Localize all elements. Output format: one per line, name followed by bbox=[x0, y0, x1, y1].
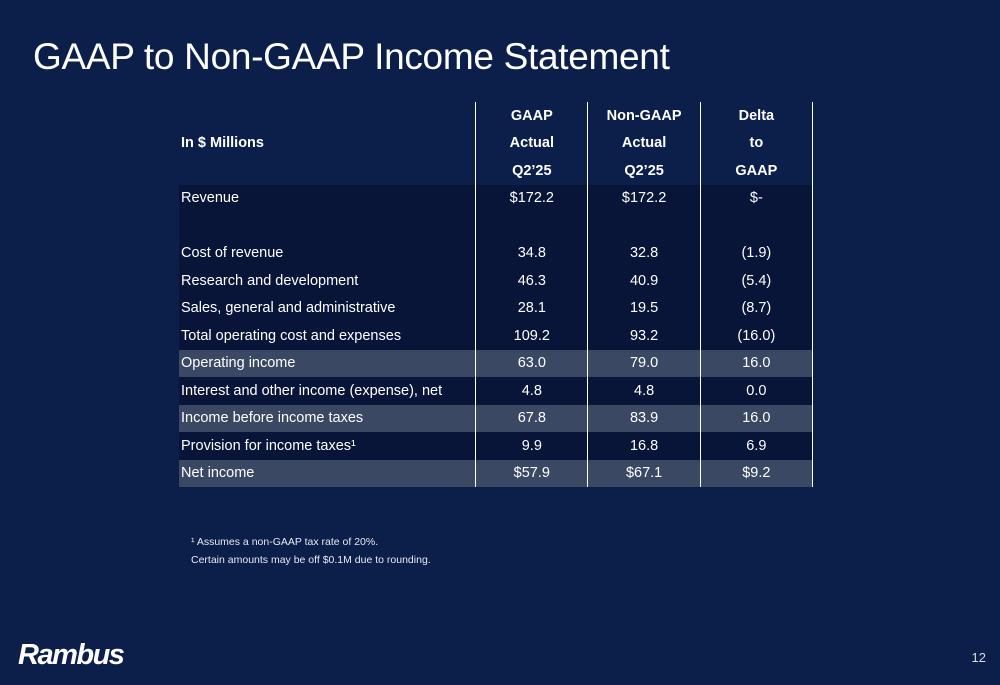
delta-header-line2: to bbox=[700, 130, 812, 158]
gaap-value: 9.9 bbox=[476, 432, 588, 460]
row-label: Total operating cost and expenses bbox=[179, 322, 476, 350]
table-row-research-and-development bbox=[179, 267, 813, 295]
non-gaap-value bbox=[588, 212, 700, 240]
non-gaap-header-line2: Actual bbox=[588, 130, 700, 158]
row-label: Revenue bbox=[179, 185, 476, 213]
non-gaap-value: 40.9 bbox=[588, 267, 700, 295]
table-row-total-operating-cost bbox=[179, 322, 813, 350]
header-row-2 bbox=[179, 130, 813, 158]
gaap-value: $172.2 bbox=[476, 185, 588, 213]
gaap-value: 34.8 bbox=[476, 240, 588, 268]
table-row-net-income bbox=[179, 460, 813, 488]
delta-value: (16.0) bbox=[700, 322, 812, 350]
table-row-cost-of-revenue bbox=[179, 240, 813, 268]
non-gaap-value: 79.0 bbox=[588, 350, 700, 378]
gaap-value: 4.8 bbox=[476, 377, 588, 405]
table-row-spacer bbox=[179, 212, 813, 240]
delta-value: $- bbox=[700, 185, 812, 213]
row-label: Research and development bbox=[179, 267, 476, 295]
page-title: GAAP to Non-GAAP Income Statement bbox=[33, 36, 670, 77]
row-label: Provision for income taxes¹ bbox=[179, 432, 476, 460]
non-gaap-value: 4.8 bbox=[588, 377, 700, 405]
gaap-value: 28.1 bbox=[476, 295, 588, 323]
table-row-sga bbox=[179, 295, 813, 323]
units-label: In $ Millions bbox=[181, 135, 264, 152]
delta-header-line3: GAAP bbox=[700, 157, 812, 185]
header-row-1 bbox=[179, 102, 813, 130]
delta-value: 0.0 bbox=[700, 377, 812, 405]
delta-value: (8.7) bbox=[700, 295, 812, 323]
table-row-provision-for-income-taxes bbox=[179, 432, 813, 460]
table-row-interest-and-other-income bbox=[179, 377, 813, 405]
non-gaap-value: 19.5 bbox=[588, 295, 700, 323]
delta-value: (1.9) bbox=[700, 240, 812, 268]
gaap-value: 63.0 bbox=[476, 350, 588, 378]
gaap-value: 67.8 bbox=[476, 405, 588, 433]
non-gaap-header-line3: Q2’25 bbox=[588, 157, 700, 185]
gaap-value: $57.9 bbox=[476, 460, 588, 488]
delta-value: $9.2 bbox=[700, 460, 812, 488]
page-number: 12 bbox=[971, 650, 986, 665]
gaap-value bbox=[476, 212, 588, 240]
non-gaap-value: $172.2 bbox=[588, 185, 700, 213]
header-empty bbox=[179, 102, 476, 130]
table-row-income-before-taxes bbox=[179, 405, 813, 433]
row-label: Interest and other income (expense), net bbox=[179, 377, 476, 405]
non-gaap-value: 32.8 bbox=[588, 240, 700, 268]
non-gaap-header-line1: Non-GAAP bbox=[588, 102, 700, 130]
gaap-header-line3: Q2’25 bbox=[476, 157, 588, 185]
footnotes bbox=[191, 533, 431, 569]
non-gaap-value: 83.9 bbox=[588, 405, 700, 433]
delta-value: (5.4) bbox=[700, 267, 812, 295]
gaap-header-line1: GAAP bbox=[476, 102, 588, 130]
delta-value: 6.9 bbox=[700, 432, 812, 460]
income-statement-table bbox=[179, 102, 813, 487]
rambus-logo: Rambus bbox=[18, 639, 124, 671]
row-label: Net income bbox=[179, 460, 476, 488]
non-gaap-value: 93.2 bbox=[588, 322, 700, 350]
footnote-tax-rate: ¹ Assumes a non-GAAP tax rate of 20%. bbox=[191, 536, 379, 548]
row-label: Sales, general and administrative bbox=[179, 295, 476, 323]
delta-value: 16.0 bbox=[700, 350, 812, 378]
delta-header-line1: Delta bbox=[700, 102, 812, 130]
table-row-operating-income bbox=[179, 350, 813, 378]
table-row-revenue bbox=[179, 185, 813, 213]
row-label bbox=[179, 212, 476, 240]
row-label: Operating income bbox=[179, 350, 476, 378]
row-label: Income before income taxes bbox=[179, 405, 476, 433]
header-row-3 bbox=[179, 157, 813, 185]
gaap-header-line2: Actual bbox=[476, 130, 588, 158]
gaap-value: 109.2 bbox=[476, 322, 588, 350]
row-label: Cost of revenue bbox=[179, 240, 476, 268]
non-gaap-value: $67.1 bbox=[588, 460, 700, 488]
header-empty bbox=[179, 157, 476, 185]
delta-value bbox=[700, 212, 812, 240]
footnote-rounding: Certain amounts may be off $0.1M due to rounding. bbox=[191, 554, 431, 566]
non-gaap-value: 16.8 bbox=[588, 432, 700, 460]
gaap-value: 46.3 bbox=[476, 267, 588, 295]
delta-value: 16.0 bbox=[700, 405, 812, 433]
